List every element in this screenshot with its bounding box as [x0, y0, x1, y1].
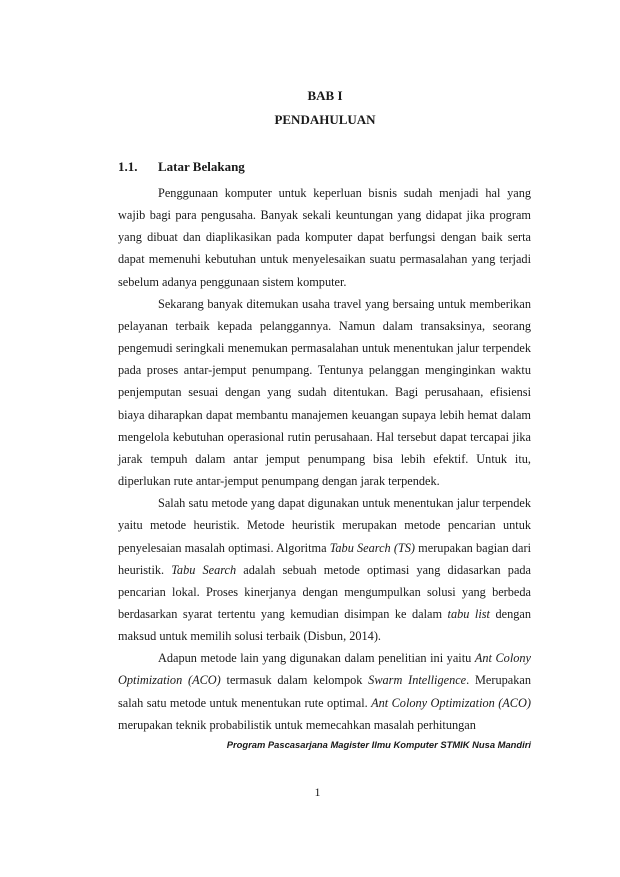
- term-tabu-search-ts: Tabu Search (TS): [329, 540, 416, 555]
- paragraph-3-text: dengan maksud untuk memilih solusi terbaik (Disbun, 2014).: [118, 606, 531, 644]
- paragraph-2: Sekarang banyak ditemukan usaha travel yang bersaing untuk memberikan pelayanan terbaik kepada pelanggannya. Namun dalam transaksinya, seorang pengemudi seringkali menemukan permasalahan untuk menentukan jalur terpendek pada proses antar-jemput penumpang. Tentunya pelanggan menginginkan waktu penjemputan sesuai dengan yang sudah ditentukan. Bagi perusahaan, efisiensi biaya diharapkan dapat membantu manajemen keuangan supaya lebih hemat dalam mengelola kebutuhan operasional rutin perusahaan. Hal tersebut dapat tercapai jika jarak tempuh dalam antar jemput penumpang bisa lebih efektif. Untuk itu, diperlukan rute antar-jemput penumpang dengan jarak terpendek.: [118, 296, 531, 489]
- section-number: 1.1.: [118, 159, 138, 174]
- paragraph-3-text: adalah sebuah metode optimasi yang didasarkan pada pencarian lokal. Proses kinerjanya dengan mengumpulkan solusi yang berbeda berdasarkan syarat tertentu yang kemudian disimpan ke dalam: [118, 562, 532, 621]
- page-number: 1: [314, 785, 321, 799]
- paragraph-4-text: termasuk dalam kelompok: [220, 673, 369, 688]
- term-tabu-list: tabu list: [447, 606, 490, 621]
- paragraph-1: Penggunaan komputer untuk keperluan bisnis sudah menjadi hal yang wajib bagi para pengusaha. Banyak sekali keuntungan yang didapat jika program yang dibuat dan diaplikasikan pada komputer dapat berfungsi dengan baik serta dapat memenuhi kebutuhan untuk menyelesaikan suatu permasalahan yang terjadi sebelum adanya penggunaan sistem komputer.: [118, 186, 531, 289]
- chapter-title: PENDAHULUAN: [274, 112, 376, 127]
- section-heading: [118, 159, 245, 175]
- body-text: [118, 182, 531, 736]
- term-swarm-intelligence: Swarm Intelligence: [368, 673, 467, 688]
- term-aco-2: Ant Colony Optimization (ACO): [371, 695, 531, 710]
- chapter-number: BAB I: [307, 88, 343, 103]
- paragraph-4-text: Adapun metode lain yang digunakan dalam penelitian ini yaitu: [158, 651, 475, 666]
- running-footer: Program Pascasarjana Magister Ilmu Komputer STMIK Nusa Mandiri: [118, 738, 531, 752]
- section-title: Latar Belakang: [158, 159, 245, 174]
- paragraph-4: [118, 647, 531, 736]
- paragraph-4-text: . Merupakan salah satu metode untuk menentukan rute optimal.: [118, 673, 531, 710]
- term-aco: Ant Colony Optimization (ACO): [118, 651, 531, 688]
- paragraph-3: [118, 492, 531, 647]
- term-tabu-search: Tabu Search: [171, 562, 237, 577]
- paragraph-4-text: merupakan teknik probabilistik untuk memecahkan masalah perhitungan: [118, 717, 476, 732]
- paragraph-3-text: merupakan bagian dari heuristik.: [118, 540, 532, 577]
- paragraph-3-text: Salah satu metode yang dapat digunakan untuk menentukan jalur terpendek yaitu metode heuristik. Metode heuristik merupakan metode pencarian untuk penyelesaian masalah optimasi. Algoritma: [118, 496, 531, 555]
